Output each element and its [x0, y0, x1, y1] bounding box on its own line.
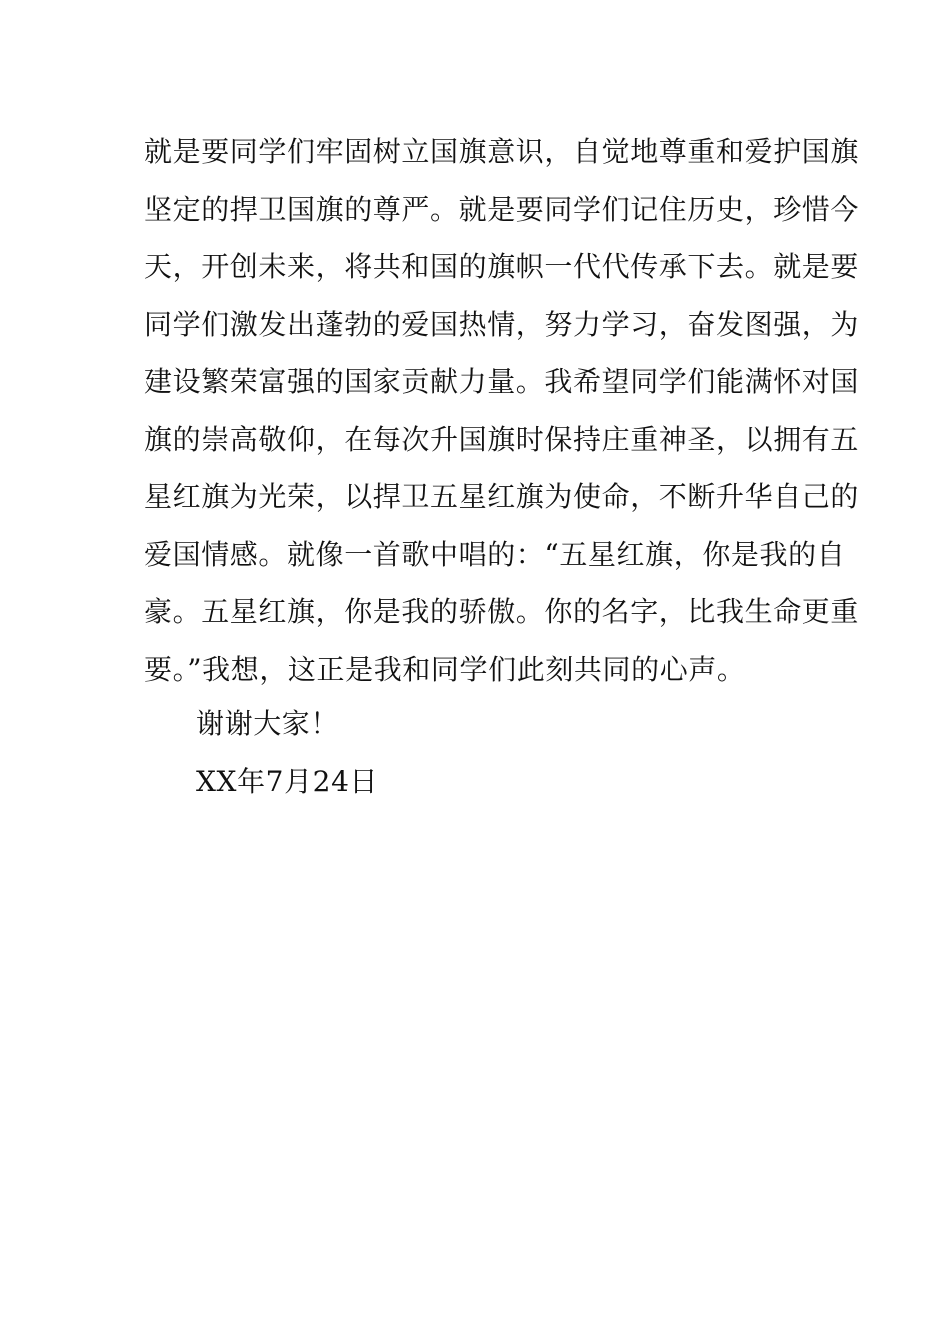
paragraph-line: 同学们激发出蓬勃的爱国热情，努力学习，奋发图强，为: [144, 307, 860, 341]
speech-paragraph: [144, 130, 860, 705]
paragraph-line: 旗的崇高敬仰，在每次升国旗时保持庄重神圣，以拥有五: [144, 422, 860, 456]
paragraph-line: 建设繁荣富强的国家贡献力量。我希望同学们能满怀对国: [144, 365, 860, 398]
paragraph-line: 就是要同学们牢固树立国旗意识，自觉地尊重和爱护国旗: [144, 135, 860, 168]
paragraph-line: 天，开创未来，将共和国的旗帜一代代传承下去。就是要: [144, 250, 860, 283]
paragraph-line: 爱国情感。就像一首歌中唱的：“五星红旗，你是我的自: [144, 537, 846, 571]
paragraph-line: 豪。五星红旗，你是我的骄傲。你的名字，比我生命更重: [144, 595, 860, 628]
paragraph-line: 要。”我想，这正是我和同学们此刻共同的心声。: [144, 652, 746, 686]
document-date: XX年7月24日: [196, 765, 379, 798]
closing-thanks: 谢谢大家！: [196, 707, 340, 740]
paragraph-line: 星红旗为光荣，以捍卫五星红旗为使命，不断升华自己的: [144, 480, 860, 513]
paragraph-line: 坚定的捍卫国旗的尊严。就是要同学们记住历史，珍惜今: [144, 192, 860, 226]
